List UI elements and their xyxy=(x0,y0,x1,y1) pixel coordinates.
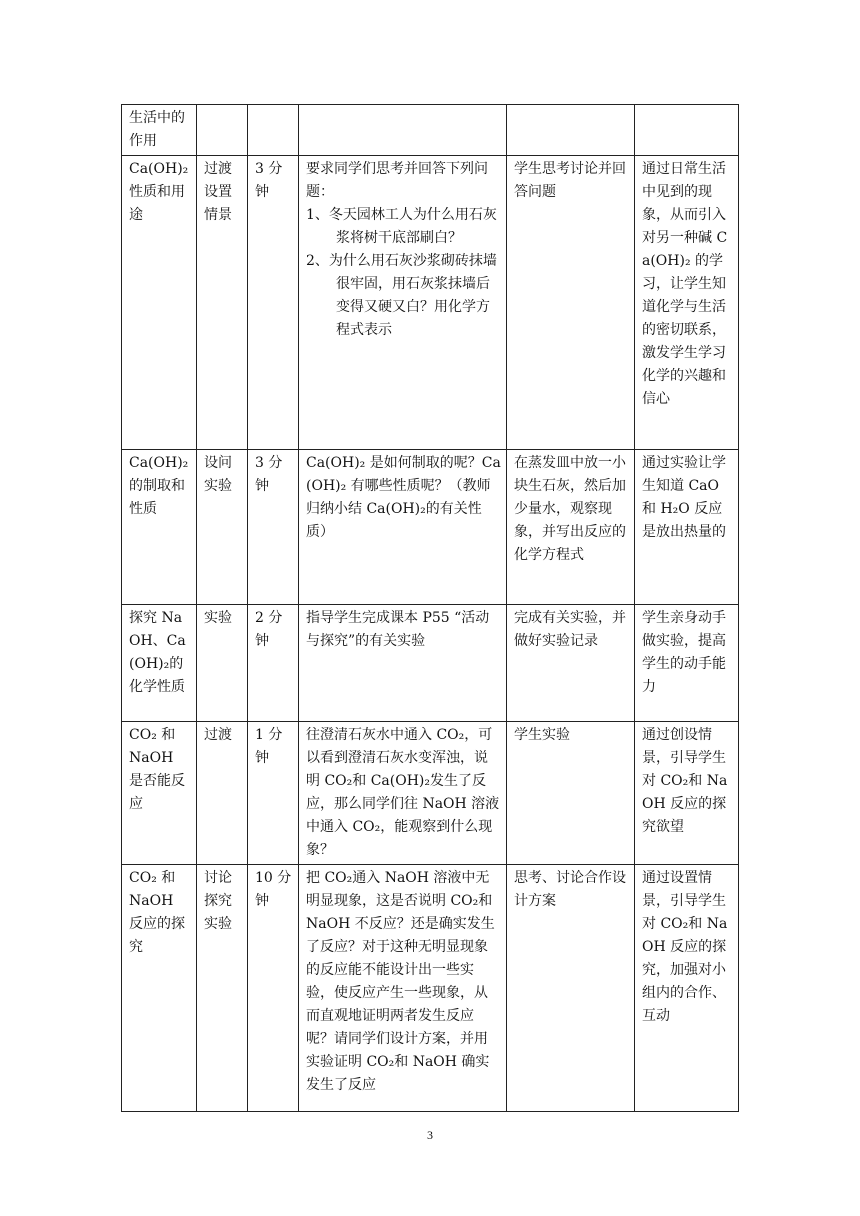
table-row xyxy=(122,450,739,605)
intent-cell: 通过创设情景，引导学生对 CO₂和 NaOH 反应的探究欲望 xyxy=(635,722,739,865)
teacher-activity-cell xyxy=(299,450,507,605)
student-activity-cell xyxy=(507,105,635,156)
time-cell: 3 分钟 xyxy=(248,156,299,450)
intent-cell: 学生亲身动手做实验，提高学生的动手能力 xyxy=(635,605,739,722)
student-activity-cell: 学生思考讨论并回答问题 xyxy=(507,156,635,450)
table-row xyxy=(122,105,739,156)
teacher-activity-cell xyxy=(299,865,507,1112)
topic-cell: Ca(OH)₂的制取和性质 xyxy=(122,450,197,605)
time-cell xyxy=(248,105,299,156)
student-activity-cell: 学生实验 xyxy=(507,722,635,865)
teacher-text: 要求同学们思考并回答下列问题： xyxy=(306,161,488,200)
teacher-text: 把 CO₂通入 NaOH 溶液中无明显现象，这是否说明 CO₂和 NaOH 不反应？还是确实发生了反应？对于这种无明显现象的反应能不能设计出一些实验，使反应产生一些现象，从而直观地证明两者发生反应呢？请同学们设计方案，并用实验证明 CO₂和 NaOH 确实发生了反应 xyxy=(306,870,495,1093)
table-row xyxy=(122,605,739,722)
teacher-activity-cell xyxy=(299,605,507,722)
page-number: 3 xyxy=(427,1128,433,1142)
topic-cell: CO₂ 和 NaOH 反应的探究 xyxy=(122,865,197,1112)
segment-cell: 过渡设置情景 xyxy=(197,156,248,450)
time-cell: 10 分钟 xyxy=(248,865,299,1112)
lesson-plan-table xyxy=(121,104,739,1112)
table-row xyxy=(122,156,739,450)
table-row xyxy=(122,865,739,1112)
topic-cell: CO₂ 和 NaOH 是否能反应 xyxy=(122,722,197,865)
segment-cell xyxy=(197,105,248,156)
topic-cell: 探究 NaOH、Ca(OH)₂的化学性质 xyxy=(122,605,197,722)
topic-cell: Ca(OH)₂性质和用途 xyxy=(122,156,197,450)
topic-cell: 生活中的作用 xyxy=(122,105,197,156)
teacher-activity-cell xyxy=(299,156,507,450)
segment-cell: 实验 xyxy=(197,605,248,722)
intent-cell xyxy=(635,105,739,156)
intent-cell: 通过日常生活中见到的现象，从而引入对另一种碱 Ca(OH)₂ 的学习，让学生知道化学与生活的密切联系，激发学生学习化学的兴趣和信心 xyxy=(635,156,739,450)
teacher-activity-cell xyxy=(299,105,507,156)
segment-cell: 设问实验 xyxy=(197,450,248,605)
time-cell: 3 分钟 xyxy=(248,450,299,605)
student-activity-cell: 在蒸发皿中放一小块生石灰，然后加少量水，观察现象，并写出反应的化学方程式 xyxy=(507,450,635,605)
student-activity-cell: 完成有关实验，并做好实验记录 xyxy=(507,605,635,722)
teacher-text: Ca(OH)₂ 是如何制取的呢？Ca(OH)₂ 有哪些性质呢？（教师归纳小结 Ca(OH)₂的有关性质） xyxy=(306,455,501,540)
segment-cell: 讨论探究实验 xyxy=(197,865,248,1112)
table-row xyxy=(122,722,739,865)
teacher-activity-cell xyxy=(299,722,507,865)
question-item: 1、冬天园林工人为什么用石灰浆将树干底部刷白？ xyxy=(306,207,497,246)
time-cell: 1 分钟 xyxy=(248,722,299,865)
segment-cell: 过渡 xyxy=(197,722,248,865)
teacher-text: 指导学生完成课本 P55 “活动与探究”的有关实验 xyxy=(306,610,490,649)
teacher-text: 往澄清石灰水中通入 CO₂，可以看到澄清石灰水变浑浊，说明 CO₂和 Ca(OH)₂发生了反应，那么同学们往 NaOH 溶液中通入 CO₂，能观察到什么现象？ xyxy=(306,727,500,858)
question-item: 2、为什么用石灰沙浆砌砖抹墙很牢固，用石灰浆抹墙后变得又硬又白？用化学方程式表示 xyxy=(306,253,497,338)
intent-cell: 通过设置情景，引导学生对 CO₂和 NaOH 反应的探究，加强对小组内的合作、互动 xyxy=(635,865,739,1112)
time-cell: 2 分钟 xyxy=(248,605,299,722)
student-activity-cell: 思考、讨论合作设计方案 xyxy=(507,865,635,1112)
intent-cell: 通过实验让学生知道 CaO 和 H₂O 反应是放出热量的 xyxy=(635,450,739,605)
